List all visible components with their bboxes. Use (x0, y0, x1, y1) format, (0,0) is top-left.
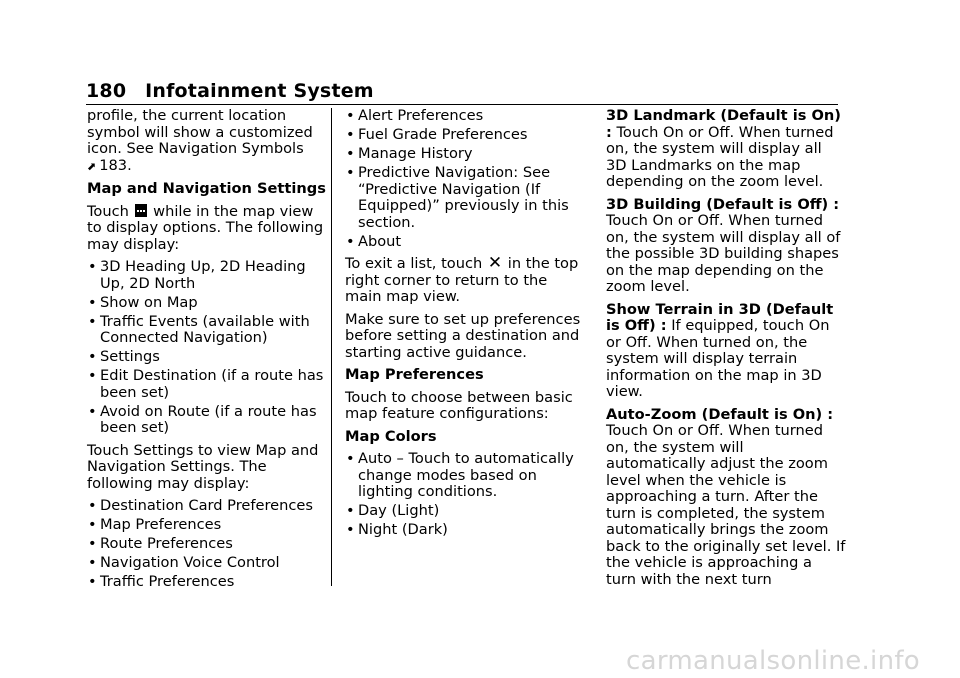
terrain-label: Show Terrain in 3D (Default is Off) : (606, 300, 834, 334)
list-item: • Alert Preferences (346, 107, 484, 124)
bullet-icon: • (88, 293, 97, 311)
bullet-icon: • (88, 367, 97, 384)
landmark-paragraph: 3D Landmark (Default is On) : Touch On or Off. When turned on, the system will display all 3D Landmarks on the map depending on the zoom level. (606, 107, 841, 190)
bullet-icon: • (88, 554, 97, 571)
bullet-icon: • (88, 516, 97, 533)
list-item: • Avoid on Route (if a route has been set) (88, 402, 317, 436)
options-list (87, 259, 327, 437)
bullet-icon: • (88, 348, 97, 365)
header-rule (86, 104, 838, 105)
bullet-icon: • (346, 521, 355, 538)
heading-map-navigation-settings: Map and Navigation Settings (87, 180, 326, 197)
close-x-icon: ✕ (487, 253, 503, 273)
list-item: • Map Preferences (88, 516, 222, 533)
landmark-label: 3D Landmark (Default is On) : (606, 107, 841, 141)
watermark: carmanualsonline.info (626, 646, 921, 676)
column-1 (87, 108, 327, 597)
column-2 (345, 108, 585, 545)
list-item: • Auto – Touch to automatically change modes based on lighting conditions. (346, 450, 574, 500)
settings-list (87, 498, 327, 591)
settings-paragraph: Touch Settings to view Map and Navigation Settings. The following may display: (87, 441, 319, 492)
bullet-icon: • (346, 232, 355, 250)
bullet-icon: • (346, 164, 355, 181)
list-item: • Route Preferences (88, 535, 233, 552)
touch-choose-paragraph: Touch to choose between basic map feature configurations: (345, 388, 573, 422)
list-item: • Show on Map (88, 293, 198, 311)
bullet-icon: • (346, 502, 355, 519)
bullet-icon: • (88, 402, 97, 420)
xref-arrow-icon: ⬈ (87, 159, 97, 173)
building-paragraph: 3D Building (Default is Off) : Touch On or Off. When turned on, the system will display all of the possible 3D building shapes on the map depending on the zoom level. (606, 195, 841, 295)
building-label: 3D Building (Default is Off) : (606, 195, 840, 213)
bullet-icon: • (88, 573, 97, 590)
autozoom-paragraph: Auto-Zoom (Default is On) : Touch On or Off. When turned on, the system will automatically adjust the zoom level when the vehicle is approaching a turn. After the turn is completed, the system automatically brings the zoom back to the originally set level. If the vehicle is approaching a turn with the next turn (606, 405, 846, 588)
list-item: • Night (Dark) (346, 521, 448, 538)
list-item: • Traffic Events (available with Connected Navigation) (88, 312, 310, 346)
list-item: • Destination Card Preferences (88, 497, 313, 514)
bullet-icon: • (88, 535, 97, 552)
terrain-paragraph: Show Terrain in 3D (Default is Off) : If equipped, touch On or Off. When turned on, the system will display terrain information on the map in 3D view. (606, 300, 834, 400)
list-item: • Fuel Grade Preferences (346, 126, 528, 143)
menu-icon (135, 204, 147, 217)
bullet-icon: • (88, 312, 97, 330)
bullet-icon: • (346, 126, 355, 143)
touch-menu-paragraph: Touch while in the map view to display options. The following may display: (87, 202, 324, 253)
list-item: • Edit Destination (if a route has been set) (88, 367, 324, 401)
heading-map-colors: Map Colors (345, 427, 437, 445)
bullet-icon: • (346, 145, 355, 162)
list-item: • Navigation Voice Control (88, 554, 280, 571)
list-item: • Manage History (346, 145, 473, 162)
preferences-list (345, 108, 585, 250)
bullet-icon: • (88, 258, 97, 275)
list-item: • Day (Light) (346, 502, 440, 519)
bullet-icon: • (88, 497, 97, 514)
autozoom-label: Auto-Zoom (Default is On) : (606, 405, 834, 423)
make-sure-paragraph: Make sure to set up preferences before setting a destination and starting active guidance. (345, 310, 581, 361)
bullet-icon: • (346, 107, 355, 124)
exit-list-paragraph: To exit a list, touch ✕ in the top right corner to return to the main map view. (345, 253, 579, 305)
list-item: • About (346, 232, 402, 250)
page-title: Infotainment System (145, 80, 374, 102)
column-3 (606, 108, 846, 594)
list-item: • 3D Heading Up, 2D Heading Up, 2D North (88, 258, 306, 292)
heading-map-preferences: Map Preferences (345, 366, 484, 383)
list-item: • Predictive Navigation: See “Predictive Navigation (If Equipped)” previously in this section. (346, 164, 569, 231)
page-number: 180 (86, 80, 127, 102)
bullet-icon: • (346, 450, 355, 467)
intro-paragraph: profile, the current location symbol will show a customized icon. See Navigation Symbols ⬈ 183. (87, 107, 313, 174)
list-item: • Settings (88, 348, 160, 365)
xref-page[interactable]: 183. (99, 156, 132, 174)
column-divider (331, 108, 332, 586)
page-header (86, 79, 374, 103)
list-item: • Traffic Preferences (88, 573, 235, 590)
map-colors-list (345, 451, 585, 539)
